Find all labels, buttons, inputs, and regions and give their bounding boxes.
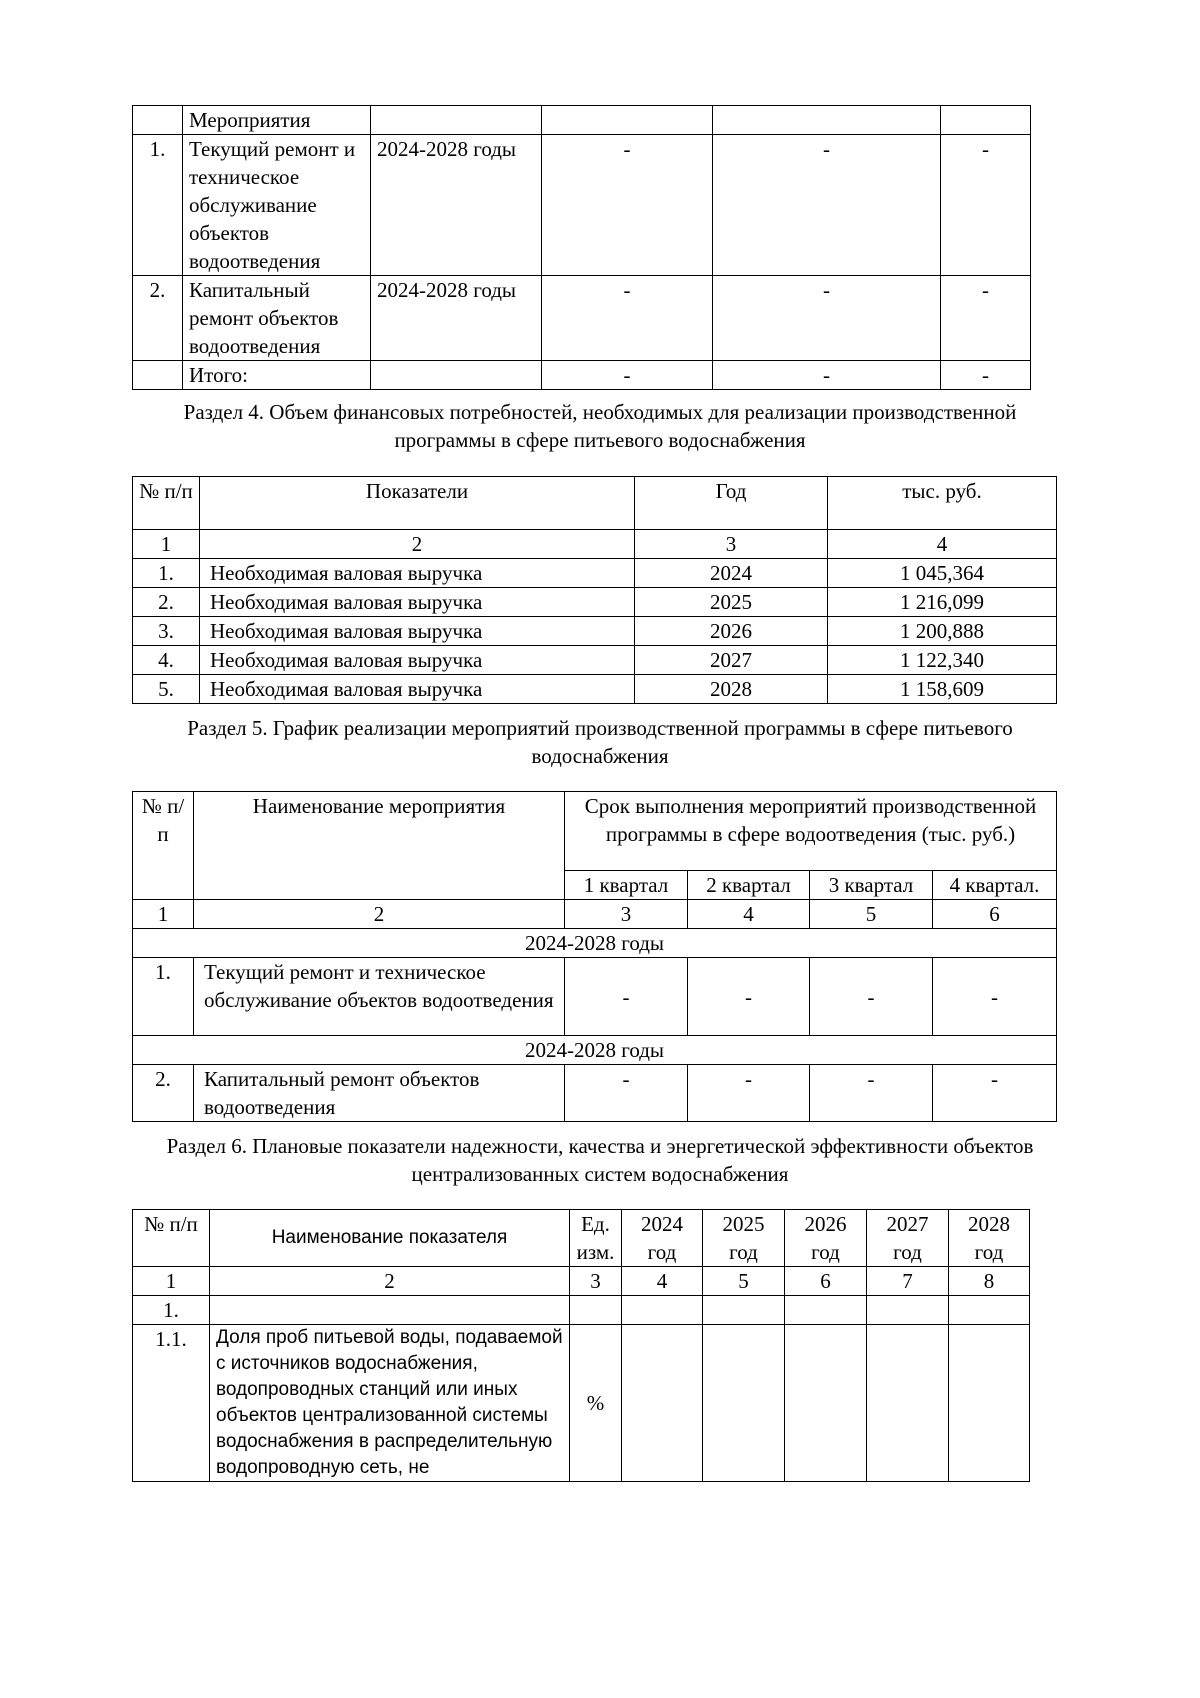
activity-name: Капитальный ремонт объектов водоотведения <box>183 276 371 361</box>
col-header-q4: 4 квартал. <box>933 871 1057 900</box>
indicators-table <box>132 1209 1030 1482</box>
col-header-year: 2025 год <box>703 1210 785 1267</box>
financial-needs-table <box>132 476 1057 704</box>
col-header-unit: Ед. изм. <box>570 1210 622 1267</box>
col-header-num: № п/п <box>133 477 200 530</box>
col-header-year: 2028 год <box>949 1210 1030 1267</box>
col-header-q2: 2 квартал <box>688 871 810 900</box>
activities-table <box>132 105 1031 390</box>
col-header-name: Наименование мероприятия <box>194 792 565 900</box>
col-header-amount: тыс. руб. <box>828 477 1057 530</box>
col-header-name: Наименование показателя <box>210 1210 570 1267</box>
col-header-q3: 3 квартал <box>810 871 933 900</box>
activity-period: 2024-2028 годы <box>371 135 542 276</box>
column-numbers-row: 1 2 3 4 5 6 <box>133 900 1057 929</box>
section5-title: Раздел 5. График реализации мероприятий производственной программы в сфере питьевого водоснабжения <box>187 716 1013 768</box>
schedule-table <box>132 791 1057 1122</box>
table-row: 1.1. Доля проб питьевой воды, подаваемой с источников водоснабжения, водопроводных станций или иных объектов централизованной системы водоснабжения в распределительную водопроводную сеть, не % <box>133 1325 1030 1482</box>
col-header-num: № п/п <box>133 1210 210 1267</box>
table-row: 1. Необходимая валовая выручка 2024 1 045,364 <box>133 559 1057 588</box>
section6-title: Раздел 6. Плановые показатели надежности, качества и энергетической эффективности объектов централизованных систем водоснабжения <box>166 1134 1034 1186</box>
column-numbers-row: 1 2 3 4 5 6 7 8 <box>133 1267 1030 1296</box>
col-header-year: 2027 год <box>867 1210 949 1267</box>
table-row: 4. Необходимая валовая выручка 2027 1 122,340 <box>133 646 1057 675</box>
col-header-q1: 1 квартал <box>565 871 688 900</box>
activity-period: 2024-2028 годы <box>371 276 542 361</box>
period-row: 2024-2028 годы <box>133 929 1057 958</box>
col-header-year: 2026 год <box>785 1210 867 1267</box>
col-header-period: Срок выполнения мероприятий производственной программы в сфере водоотведения (тыс. руб.) <box>565 792 1057 871</box>
table-row: 1. Текущий ремонт и техническое обслуживание объектов водоотведения - - - - <box>133 958 1057 1036</box>
table-row: 1. <box>133 1296 1030 1325</box>
col-header-indicator: Показатели <box>200 477 635 530</box>
table-row: 2. Капитальный ремонт объектов водоотведения 2024-2028 годы - - - <box>133 276 1031 361</box>
period-row: 2024-2028 годы <box>133 1036 1057 1065</box>
table-row: 2. Капитальный ремонт объектов водоотведения - - - - <box>133 1065 1057 1122</box>
table-row: 2. Необходимая валовая выручка 2025 1 216,099 <box>133 588 1057 617</box>
column-numbers-row: 1 2 3 4 <box>133 530 1057 559</box>
col-header-num: № п/п <box>133 792 194 900</box>
section4-title: Раздел 4. Объем финансовых потребностей, необходимых для реализации производственной программы в сфере питьевого водоснабжения <box>183 400 1017 452</box>
col-header-year: 2024 год <box>622 1210 703 1267</box>
total-row: Итого: - - - <box>133 361 1031 390</box>
activity-name: Текущий ремонт и техническое обслуживание объектов водоотведения <box>183 135 371 276</box>
header-label: Мероприятия <box>183 106 371 135</box>
table-row: 1. Текущий ремонт и техническое обслуживание объектов водоотведения 2024-2028 годы - - - <box>133 135 1031 276</box>
table-row: 5. Необходимая валовая выручка 2028 1 158,609 <box>133 675 1057 704</box>
col-header-year: Год <box>635 477 828 530</box>
table-row: 3. Необходимая валовая выручка 2026 1 200,888 <box>133 617 1057 646</box>
